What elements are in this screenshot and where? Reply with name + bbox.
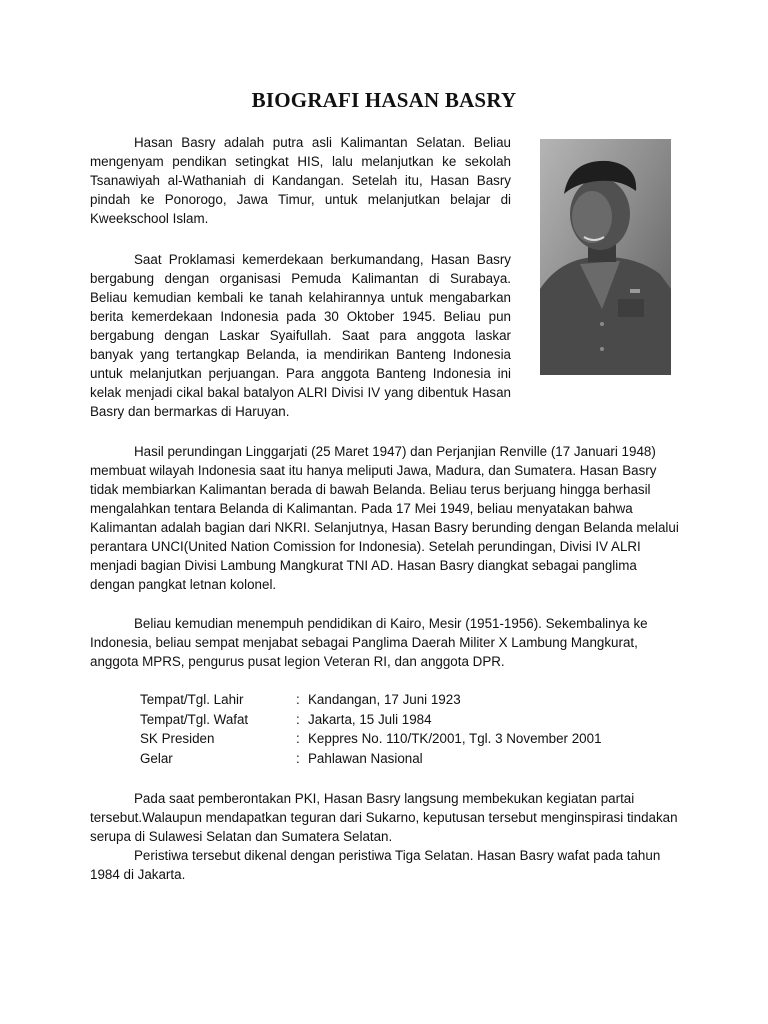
- info-value: Keppres No. 110/TK/2001, Tgl. 3 November 2001: [308, 731, 602, 746]
- info-label: SK Presiden: [140, 731, 215, 746]
- info-value: Kandangan, 17 Juni 1923: [308, 692, 461, 707]
- info-label: Tempat/Tgl. Wafat: [140, 711, 249, 727]
- paragraph-proclamation: Saat Proklamasi kemerdekaan berkumandang, Hasan Basry bergabung dengan organisasi Pemuda Kalimantan di Surabaya. Beliau kemudian kembali ke tanah kelahirannya untuk mengabarkan berita kemerdekaan Indonesia pada 30 Oktober 1945. Beliau pun bergabung dengan Laskar Syaifullah. Saat para anggota laskar banyak yang tertangkap Belanda, ia mendirikan Banteng Indonesia untuk melanjutkan perjuangan. Para anggota Banteng Indonesia ini kelak menjadi cikal bakal batalyon ALRI Divisi IV yang dibentuk Hasan Basry dan bermarkas di Haruyan.: [90, 252, 511, 419]
- paragraph-negotiations: Hasil perundingan Linggarjati (25 Maret 1947) dan Perjanjian Renville (17 Januari 1948) membuat wilayah Indonesia saat itu hanya meliputi Jawa, Madura, dan Sumatera. Hasan Basry tidak membiarkan Kalimantan berada di bawah Belanda. Beliau terus berjuang hingga berhasil mengalahkan tentara Belanda di Kalimantan. Pada 17 Mei 1949, beliau menyatakan bahwa Kalimantan adalah bagian dari NKRI. Selanjutnya, Hasan Basry berunding dengan Belanda melalui perantara UNCI(United Nation Comission for Indonesia). Setelah perundingan, Divisi IV ALRI menjadi bagian Divisi Lambung Mangkurat TNI AD. Hasan Basry diangkat sebagai panglima dengan pangkat letnan kolonel.: [90, 444, 679, 592]
- info-label: Gelar: [140, 750, 173, 766]
- info-separator: :: [296, 750, 300, 766]
- info-separator: :: [296, 711, 300, 727]
- paragraph-three-south: Peristiwa tersebut dikenal dengan peristiwa Tiga Selatan. Hasan Basry wafat pada tahun 1984 di Jakarta.: [90, 848, 661, 882]
- portrait-photo: [540, 139, 671, 375]
- info-value: Jakarta, 15 Juli 1984: [308, 711, 432, 727]
- info-separator: :: [296, 731, 300, 746]
- info-separator: :: [296, 692, 300, 707]
- info-row-title: [140, 749, 602, 769]
- paragraph-pki-rebellion: Pada saat pemberontakan PKI, Hasan Basry langsung membekukan kegiatan partai tersebut.Walaupun mendapatkan teguran dari Sukarno, keputusan tersebut menginspirasi tindakan serupa di Sulawesi Selatan dan Sumatera Selatan.: [90, 791, 678, 844]
- portrait-illustration: [540, 139, 671, 375]
- info-row-birth: [140, 690, 602, 710]
- info-row-death: [140, 710, 602, 730]
- info-value: Pahlawan Nasional: [308, 750, 423, 766]
- info-row-decree: [140, 729, 602, 749]
- paragraph-later-career: Beliau kemudian menempuh pendidikan di Kairo, Mesir (1951-1956). Sekembalinya ke Indonesia, beliau sempat menjabat sebagai Panglima Daerah Militer X Lambung Mangkurat, anggota MPRS, pengurus pusat legion Veteran RI, dan anggota DPR.: [90, 616, 648, 669]
- info-label: Tempat/Tgl. Lahir: [140, 692, 244, 707]
- paragraph-education: Hasan Basry adalah putra asli Kalimantan Selatan. Beliau mengenyam pendikan setingkat HIS, lalu melanjutkan ke sekolah Tsanawiyah al-Wathaniah di Kandangan. Setelah itu, Hasan Basry pindah ke Ponorogo, Jawa Timur, untuk melanjutkan belajar di Kweekschool Islam.: [90, 135, 511, 226]
- bio-info-table: [140, 690, 602, 768]
- document-title: BIOGRAFI HASAN BASRY: [251, 88, 517, 112]
